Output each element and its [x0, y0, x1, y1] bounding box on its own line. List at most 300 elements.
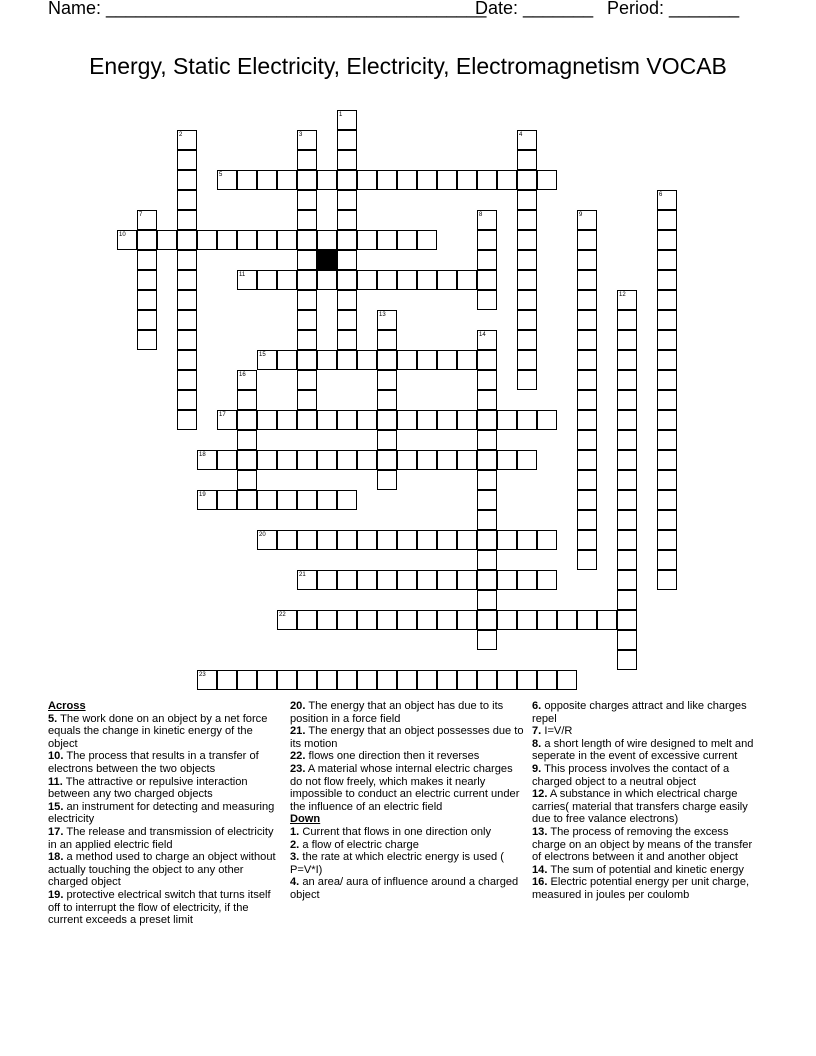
crossword-cell[interactable] — [397, 350, 417, 370]
crossword-cell[interactable] — [577, 210, 597, 230]
crossword-cell[interactable] — [617, 310, 637, 330]
crossword-cell[interactable] — [237, 470, 257, 490]
crossword-cell[interactable] — [477, 630, 497, 650]
crossword-cell[interactable] — [177, 210, 197, 230]
crossword-cell[interactable] — [597, 610, 617, 630]
crossword-cell[interactable] — [177, 250, 197, 270]
crossword-cell[interactable] — [617, 550, 637, 570]
crossword-cell[interactable] — [657, 430, 677, 450]
crossword-cell[interactable] — [657, 330, 677, 350]
crossword-cell[interactable] — [177, 270, 197, 290]
crossword-cell[interactable] — [297, 210, 317, 230]
crossword-cell[interactable] — [137, 270, 157, 290]
crossword-cell[interactable] — [657, 250, 677, 270]
crossword-cell[interactable] — [297, 670, 317, 690]
crossword-cell[interactable] — [477, 530, 497, 550]
crossword-cell[interactable] — [377, 530, 397, 550]
crossword-cell[interactable] — [257, 350, 277, 370]
crossword-cell[interactable] — [337, 670, 357, 690]
crossword-cell[interactable] — [337, 450, 357, 470]
crossword-cell[interactable] — [457, 530, 477, 550]
crossword-cell[interactable] — [617, 330, 637, 350]
crossword-cell[interactable] — [557, 610, 577, 630]
crossword-cell[interactable] — [357, 350, 377, 370]
crossword-cell[interactable] — [217, 490, 237, 510]
crossword-cell[interactable] — [337, 230, 357, 250]
crossword-cell[interactable] — [497, 170, 517, 190]
crossword-cell[interactable] — [617, 530, 637, 550]
crossword-cell[interactable] — [297, 330, 317, 350]
crossword-cell[interactable] — [177, 390, 197, 410]
crossword-cell[interactable] — [177, 190, 197, 210]
crossword-cell[interactable] — [357, 670, 377, 690]
crossword-cell[interactable] — [617, 490, 637, 510]
crossword-cell[interactable] — [317, 530, 337, 550]
crossword-cell[interactable] — [237, 410, 257, 430]
crossword-cell[interactable] — [437, 170, 457, 190]
crossword-cell[interactable] — [397, 270, 417, 290]
crossword-cell[interactable] — [577, 250, 597, 270]
crossword-cell[interactable] — [397, 670, 417, 690]
crossword-cell[interactable] — [617, 570, 637, 590]
crossword-cell[interactable] — [377, 410, 397, 430]
crossword-cell[interactable] — [337, 530, 357, 550]
crossword-cell[interactable] — [317, 610, 337, 630]
crossword-cell[interactable] — [517, 350, 537, 370]
crossword-cell[interactable] — [177, 350, 197, 370]
crossword-cell[interactable] — [517, 290, 537, 310]
crossword-cell[interactable] — [477, 470, 497, 490]
crossword-cell[interactable] — [337, 130, 357, 150]
crossword-cell[interactable] — [537, 170, 557, 190]
crossword-cell[interactable] — [497, 670, 517, 690]
crossword-cell[interactable] — [277, 270, 297, 290]
crossword-cell[interactable] — [357, 170, 377, 190]
crossword-cell[interactable] — [317, 490, 337, 510]
crossword-cell[interactable] — [257, 270, 277, 290]
crossword-cell[interactable] — [517, 210, 537, 230]
crossword-cell[interactable] — [617, 450, 637, 470]
crossword-cell[interactable] — [517, 310, 537, 330]
crossword-cell[interactable] — [377, 270, 397, 290]
crossword-cell[interactable] — [617, 630, 637, 650]
crossword-cell[interactable] — [277, 490, 297, 510]
crossword-cell[interactable] — [657, 410, 677, 430]
crossword-cell[interactable] — [497, 530, 517, 550]
crossword-cell[interactable] — [237, 450, 257, 470]
crossword-cell[interactable] — [657, 490, 677, 510]
crossword-cell[interactable] — [477, 450, 497, 470]
crossword-cell[interactable] — [177, 370, 197, 390]
crossword-cell[interactable] — [157, 230, 177, 250]
crossword-cell[interactable] — [217, 230, 237, 250]
crossword-cell[interactable] — [177, 330, 197, 350]
crossword-cell[interactable] — [297, 350, 317, 370]
crossword-cell[interactable] — [197, 230, 217, 250]
crossword-cell[interactable] — [257, 670, 277, 690]
crossword-cell[interactable] — [657, 550, 677, 570]
crossword-cell[interactable] — [497, 610, 517, 630]
crossword-cell[interactable] — [517, 530, 537, 550]
crossword-cell[interactable] — [437, 450, 457, 470]
crossword-cell[interactable] — [417, 610, 437, 630]
crossword-cell[interactable] — [577, 430, 597, 450]
crossword-cell[interactable] — [457, 270, 477, 290]
crossword-cell[interactable] — [517, 330, 537, 350]
crossword-cell[interactable] — [417, 170, 437, 190]
crossword-cell[interactable] — [417, 670, 437, 690]
crossword-cell[interactable] — [257, 170, 277, 190]
crossword-cell[interactable] — [297, 130, 317, 150]
crossword-cell[interactable] — [437, 410, 457, 430]
crossword-cell[interactable] — [377, 350, 397, 370]
crossword-cell[interactable] — [517, 170, 537, 190]
crossword-cell[interactable] — [657, 230, 677, 250]
crossword-cell[interactable] — [577, 470, 597, 490]
crossword-cell[interactable] — [357, 570, 377, 590]
crossword-cell[interactable] — [577, 530, 597, 550]
crossword-cell[interactable] — [237, 170, 257, 190]
crossword-cell[interactable] — [277, 410, 297, 430]
crossword-cell[interactable] — [657, 190, 677, 210]
crossword-cell[interactable] — [297, 250, 317, 270]
crossword-cell[interactable] — [417, 270, 437, 290]
crossword-cell[interactable] — [437, 670, 457, 690]
crossword-cell[interactable] — [417, 450, 437, 470]
crossword-cell[interactable] — [617, 350, 637, 370]
crossword-cell[interactable] — [357, 610, 377, 630]
crossword-cell[interactable] — [377, 310, 397, 330]
crossword-cell[interactable] — [577, 490, 597, 510]
crossword-cell[interactable] — [457, 670, 477, 690]
crossword-cell[interactable] — [237, 430, 257, 450]
crossword-cell[interactable] — [137, 250, 157, 270]
crossword-cell[interactable] — [357, 530, 377, 550]
crossword-cell[interactable] — [297, 290, 317, 310]
crossword-cell[interactable] — [177, 170, 197, 190]
crossword-cell[interactable] — [277, 170, 297, 190]
crossword-cell[interactable] — [337, 270, 357, 290]
crossword-cell[interactable] — [577, 450, 597, 470]
crossword-cell[interactable] — [377, 370, 397, 390]
crossword-cell[interactable] — [337, 310, 357, 330]
crossword-cell[interactable] — [477, 390, 497, 410]
date-field[interactable]: Date: _______ — [475, 0, 594, 18]
crossword-cell[interactable] — [477, 350, 497, 370]
crossword-cell[interactable] — [377, 470, 397, 490]
crossword-cell[interactable] — [617, 370, 637, 390]
crossword-cell[interactable] — [257, 230, 277, 250]
crossword-cell[interactable] — [357, 410, 377, 430]
crossword-cell[interactable] — [317, 350, 337, 370]
crossword-cell[interactable] — [617, 650, 637, 670]
crossword-cell[interactable] — [517, 610, 537, 630]
crossword-cell[interactable] — [477, 330, 497, 350]
crossword-cell[interactable] — [377, 450, 397, 470]
crossword-cell[interactable] — [537, 570, 557, 590]
crossword-cell[interactable] — [477, 290, 497, 310]
crossword-cell[interactable] — [397, 410, 417, 430]
crossword-cell[interactable] — [337, 490, 357, 510]
crossword-cell[interactable] — [577, 410, 597, 430]
name-field[interactable]: Name: ______________________________________ — [48, 0, 487, 18]
crossword-cell[interactable] — [477, 370, 497, 390]
crossword-cell[interactable] — [537, 610, 557, 630]
crossword-cell[interactable] — [237, 390, 257, 410]
crossword-cell[interactable] — [357, 450, 377, 470]
crossword-cell[interactable] — [437, 350, 457, 370]
crossword-cell[interactable] — [577, 370, 597, 390]
crossword-cell[interactable] — [137, 310, 157, 330]
crossword-cell[interactable] — [517, 130, 537, 150]
crossword-cell[interactable] — [397, 450, 417, 470]
crossword-cell[interactable] — [577, 610, 597, 630]
crossword-cell[interactable] — [657, 570, 677, 590]
crossword-cell[interactable] — [497, 570, 517, 590]
crossword-cell[interactable] — [517, 190, 537, 210]
crossword-cell[interactable] — [437, 270, 457, 290]
crossword-cell[interactable] — [197, 490, 217, 510]
crossword-cell[interactable] — [297, 390, 317, 410]
crossword-cell[interactable] — [377, 170, 397, 190]
crossword-cell[interactable] — [317, 670, 337, 690]
crossword-cell[interactable] — [377, 330, 397, 350]
crossword-cell[interactable] — [177, 310, 197, 330]
crossword-cell[interactable] — [377, 230, 397, 250]
crossword-cell[interactable] — [277, 450, 297, 470]
crossword-cell[interactable] — [297, 530, 317, 550]
crossword-cell[interactable] — [477, 490, 497, 510]
crossword-cell[interactable] — [337, 170, 357, 190]
crossword-cell[interactable] — [197, 450, 217, 470]
crossword-cell[interactable] — [197, 670, 217, 690]
crossword-cell[interactable] — [277, 230, 297, 250]
crossword-cell[interactable] — [377, 610, 397, 630]
crossword-cell[interactable] — [477, 570, 497, 590]
crossword-cell[interactable] — [477, 410, 497, 430]
crossword-cell[interactable] — [577, 270, 597, 290]
crossword-cell[interactable] — [457, 450, 477, 470]
crossword-cell[interactable] — [137, 330, 157, 350]
crossword-cell[interactable] — [617, 430, 637, 450]
crossword-cell[interactable] — [657, 450, 677, 470]
crossword-cell[interactable] — [217, 450, 237, 470]
crossword-cell[interactable] — [337, 210, 357, 230]
crossword-cell[interactable] — [337, 290, 357, 310]
crossword-cell[interactable] — [617, 470, 637, 490]
crossword-cell[interactable] — [297, 310, 317, 330]
crossword-cell[interactable] — [297, 150, 317, 170]
crossword-cell[interactable] — [517, 370, 537, 390]
crossword-cell[interactable] — [417, 350, 437, 370]
crossword-cell[interactable] — [277, 610, 297, 630]
crossword-cell[interactable] — [577, 330, 597, 350]
crossword-cell[interactable] — [657, 370, 677, 390]
crossword-cell[interactable] — [577, 510, 597, 530]
crossword-cell[interactable] — [417, 230, 437, 250]
clue-number-label: 5 — [219, 172, 223, 178]
crossword-cell[interactable] — [437, 570, 457, 590]
crossword-cell[interactable] — [337, 150, 357, 170]
crossword-cell[interactable] — [537, 530, 557, 550]
crossword-cell[interactable] — [417, 410, 437, 430]
crossword-cell[interactable] — [657, 390, 677, 410]
crossword-cell[interactable] — [337, 250, 357, 270]
crossword-cell[interactable] — [357, 230, 377, 250]
crossword-cell[interactable] — [657, 310, 677, 330]
crossword-cell[interactable] — [477, 170, 497, 190]
crossword-cell[interactable] — [457, 410, 477, 430]
crossword-cell[interactable] — [577, 230, 597, 250]
crossword-cell[interactable] — [357, 270, 377, 290]
crossword-cell[interactable] — [297, 610, 317, 630]
crossword-cell[interactable] — [537, 410, 557, 430]
crossword-cell[interactable] — [617, 590, 637, 610]
crossword-cell[interactable] — [177, 410, 197, 430]
crossword-cell[interactable] — [257, 450, 277, 470]
crossword-cell[interactable] — [617, 410, 637, 430]
crossword-cell[interactable] — [297, 190, 317, 210]
crossword-cell[interactable] — [377, 390, 397, 410]
crossword-cell[interactable] — [237, 370, 257, 390]
crossword-cell[interactable] — [437, 610, 457, 630]
crossword-cell[interactable] — [337, 410, 357, 430]
crossword-cell[interactable] — [517, 230, 537, 250]
crossword-cell[interactable] — [337, 190, 357, 210]
crossword-cell[interactable] — [657, 290, 677, 310]
crossword-cell[interactable] — [517, 270, 537, 290]
crossword-cell[interactable] — [277, 350, 297, 370]
crossword-cell[interactable] — [417, 530, 437, 550]
crossword-cell[interactable] — [377, 570, 397, 590]
crossword-cell[interactable] — [477, 230, 497, 250]
crossword-cell[interactable] — [177, 290, 197, 310]
crossword-cell[interactable] — [257, 530, 277, 550]
crossword-cell[interactable] — [297, 410, 317, 430]
crossword-cell[interactable] — [577, 350, 597, 370]
crossword-cell[interactable] — [397, 610, 417, 630]
crossword-cell[interactable] — [457, 170, 477, 190]
crossword-cell[interactable] — [497, 410, 517, 430]
crossword-cell[interactable] — [257, 490, 277, 510]
crossword-cell[interactable] — [397, 230, 417, 250]
crossword-cell[interactable] — [397, 530, 417, 550]
crossword-cell[interactable] — [217, 670, 237, 690]
crossword-cell[interactable] — [317, 450, 337, 470]
crossword-cell[interactable] — [657, 210, 677, 230]
crossword-cell[interactable] — [477, 550, 497, 570]
crossword-cell[interactable] — [137, 290, 157, 310]
crossword-cell[interactable] — [477, 430, 497, 450]
crossword-cell[interactable] — [317, 230, 337, 250]
crossword-cell[interactable] — [477, 510, 497, 530]
crossword-cell[interactable] — [517, 670, 537, 690]
crossword-cell[interactable] — [537, 670, 557, 690]
crossword-cell[interactable] — [377, 430, 397, 450]
crossword-cell[interactable] — [657, 530, 677, 550]
crossword-cell[interactable] — [297, 230, 317, 250]
crossword-cell[interactable] — [137, 210, 157, 230]
crossword-cell[interactable] — [577, 390, 597, 410]
crossword-cell[interactable] — [217, 170, 237, 190]
crossword-cell[interactable] — [277, 670, 297, 690]
crossword-cell[interactable] — [397, 170, 417, 190]
crossword-cell[interactable] — [177, 230, 197, 250]
crossword-cell[interactable] — [517, 150, 537, 170]
crossword-cell[interactable] — [477, 270, 497, 290]
crossword-cell[interactable] — [577, 310, 597, 330]
crossword-cell[interactable] — [257, 410, 277, 430]
crossword-cell[interactable] — [497, 450, 517, 470]
crossword-cell[interactable] — [317, 270, 337, 290]
crossword-cell[interactable] — [177, 150, 197, 170]
crossword-cell[interactable] — [477, 590, 497, 610]
crossword-cell[interactable] — [477, 250, 497, 270]
crossword-cell[interactable] — [177, 130, 197, 150]
crossword-cell[interactable] — [477, 670, 497, 690]
crossword-cell[interactable] — [237, 490, 257, 510]
period-field[interactable]: Period: _______ — [607, 0, 740, 18]
crossword-cell[interactable] — [237, 270, 257, 290]
crossword-cell[interactable] — [477, 210, 497, 230]
crossword-cell[interactable] — [557, 670, 577, 690]
crossword-cell[interactable] — [517, 250, 537, 270]
crossword-cell[interactable] — [377, 670, 397, 690]
crossword-cell[interactable] — [237, 670, 257, 690]
crossword-cell[interactable] — [297, 490, 317, 510]
crossword-cell[interactable] — [477, 610, 497, 630]
crossword-cell[interactable] — [517, 410, 537, 430]
crossword-cell[interactable] — [517, 570, 537, 590]
crossword-cell[interactable] — [317, 570, 337, 590]
crossword-cell[interactable] — [577, 290, 597, 310]
crossword-cell[interactable] — [277, 530, 297, 550]
crossword-cell[interactable] — [297, 450, 317, 470]
crossword-cell[interactable] — [297, 170, 317, 190]
crossword-cell[interactable] — [217, 410, 237, 430]
crossword-cell[interactable] — [457, 350, 477, 370]
crossword-cell[interactable] — [317, 170, 337, 190]
crossword-cell[interactable] — [577, 550, 597, 570]
crossword-cell[interactable] — [297, 270, 317, 290]
crossword-cell[interactable] — [337, 350, 357, 370]
crossword-cell[interactable] — [457, 570, 477, 590]
crossword-cell[interactable] — [397, 570, 417, 590]
crossword-cell[interactable] — [337, 610, 357, 630]
crossword-cell[interactable] — [337, 330, 357, 350]
crossword-cell[interactable] — [657, 470, 677, 490]
crossword-cell[interactable] — [237, 230, 257, 250]
crossword-cell[interactable] — [317, 410, 337, 430]
crossword-cell[interactable] — [617, 510, 637, 530]
crossword-cell[interactable] — [417, 570, 437, 590]
crossword-cell[interactable] — [657, 350, 677, 370]
crossword-cell[interactable] — [137, 230, 157, 250]
crossword-cell[interactable] — [337, 110, 357, 130]
crossword-cell[interactable] — [617, 290, 637, 310]
crossword-cell[interactable] — [517, 450, 537, 470]
crossword-cell[interactable] — [297, 370, 317, 390]
crossword-cell[interactable] — [337, 570, 357, 590]
crossword-cell[interactable] — [617, 610, 637, 630]
crossword-cell[interactable] — [297, 570, 317, 590]
crossword-cell[interactable] — [457, 610, 477, 630]
crossword-cell[interactable] — [657, 510, 677, 530]
crossword-cell[interactable] — [657, 270, 677, 290]
crossword-cell[interactable] — [117, 230, 137, 250]
crossword-cell[interactable] — [437, 530, 457, 550]
crossword-cell[interactable] — [617, 390, 637, 410]
